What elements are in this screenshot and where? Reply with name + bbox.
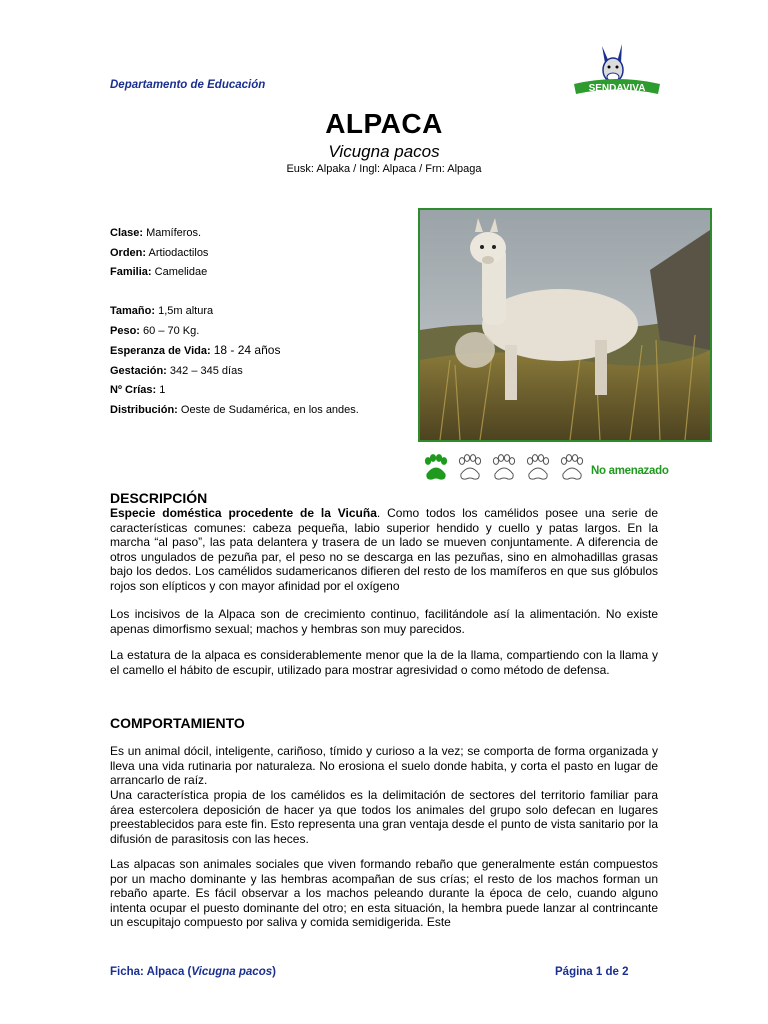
descripcion-paragraph-2: Los incisivos de la Alpaca son de crecimiento continuo, facilitándole así la alimentación. No existe apenas dimorfismo sexual; machos y hembras son muy parecidos. <box>110 607 658 636</box>
fact-peso: Peso: 60 – 70 Kg. <box>110 324 200 337</box>
other-names: Eusk: Alpaka / Ingl: Alpaca / Frn: Alpaga <box>286 163 482 175</box>
department-label: Departamento de Educación <box>110 79 266 91</box>
fact-tamano: Tamaño: 1,5m altura <box>110 305 214 317</box>
paw-icon <box>527 455 548 480</box>
conservation-status: No amenazado <box>591 465 669 477</box>
fact-familia: Familia: Camelidae <box>110 266 208 278</box>
footer-ficha: Ficha: Alpaca (Vicugna pacos) <box>110 966 276 978</box>
paw-icon <box>425 455 446 480</box>
fact-distribucion: Distribución: Oeste de Sudamérica, en los andes. <box>110 403 359 416</box>
alpaca-photo <box>418 208 712 442</box>
fact-list <box>110 224 359 420</box>
paw-icon <box>561 455 582 480</box>
paw-icon <box>493 455 514 480</box>
fact-clase: Clase: Mamíferos. <box>110 227 202 239</box>
donkey-icon <box>572 42 662 94</box>
fact-orden: Orden: Artiodactilos <box>110 246 209 259</box>
fact-esperanza: Esperanza de Vida: 18 - 24 años <box>110 343 281 357</box>
paw-scale <box>420 450 590 482</box>
comportamiento-paragraph-3: Las alpacas son animales sociales que viven formando rebaño que generalmente están compuestos por un macho dominante y las hembras acompañan de sus crías; el resto de los machos forman un rebaño aparte. Es fácil observar a los machos peleando durante la época de celo, cuando alguno intenta ocupar el puesto dominante del otro; en esta situación, la hembra puede lanzar al contrincante un escupitajo compuesto por saliva y comida semidigerida. Este <box>110 857 658 930</box>
descripcion-heading: DESCRIPCIÓN <box>110 490 208 506</box>
descripcion-paragraph-1: Especie doméstica procedente de la Vicuña. Como todos los camélidos posee una serie de características comunes: cabeza pequeña, labio superior hendido y cuello y patas largos. En la marcha “al paso”, las pata delantera y trasera de un lado se mueven conjuntamente. A diferencia de otros ungulados de pezuña par, el peso no se descarga en las pezuñas, sino en almohadillas grasas bajo los dedos. Los camélidos sudamericanos difieren del resto de los mamíferos en que sus glóbulos rojos son elípticos y con mayor afinidad por el oxígeno <box>110 506 659 593</box>
scientific-name: Vicugna pacos <box>328 142 440 161</box>
footer-page-number: Página 1 de 2 <box>555 966 629 978</box>
sendaviva-logo <box>572 42 662 94</box>
paw-icon <box>459 455 480 480</box>
comportamiento-paragraph-1: Es un animal dócil, inteligente, cariñoso, tímido y curioso a la vez; se comporta de forma organizada y lleva una vida rutinaria por naturaleza. No erosiona el suelo donde habita, y corta el pasto en lugar de arrancarlo de raíz. <box>110 744 658 788</box>
comportamiento-heading: COMPORTAMIENTO <box>110 715 245 731</box>
fact-gestacion: Gestación: 342 – 345 días <box>110 364 243 377</box>
conservation-scale <box>420 450 720 482</box>
descripcion-paragraph-3: La estatura de la alpaca es considerablemente menor que la de la llama, compartiendo con la llama y el camello el hábito de escupir, utilizado para mostrar agresividad o como método de defensa. <box>110 648 658 677</box>
logo-text: SENDAVIVA <box>588 83 646 94</box>
fact-crias: Nº Crías: 1 <box>110 384 166 396</box>
comportamiento-paragraph-2: Una característica propia de los camélidos es la delimitación de sectores del territorio familiar para área estercolera deposición de hacer ya que todos los animales del grupo solo defecan en lugares preestablecidos para este fin. Esto representa una gran ventaja desde el punto de vista sanitario por la difusión de parasitosis con las heces. <box>110 788 658 846</box>
page-title: ALPACA <box>325 108 443 139</box>
